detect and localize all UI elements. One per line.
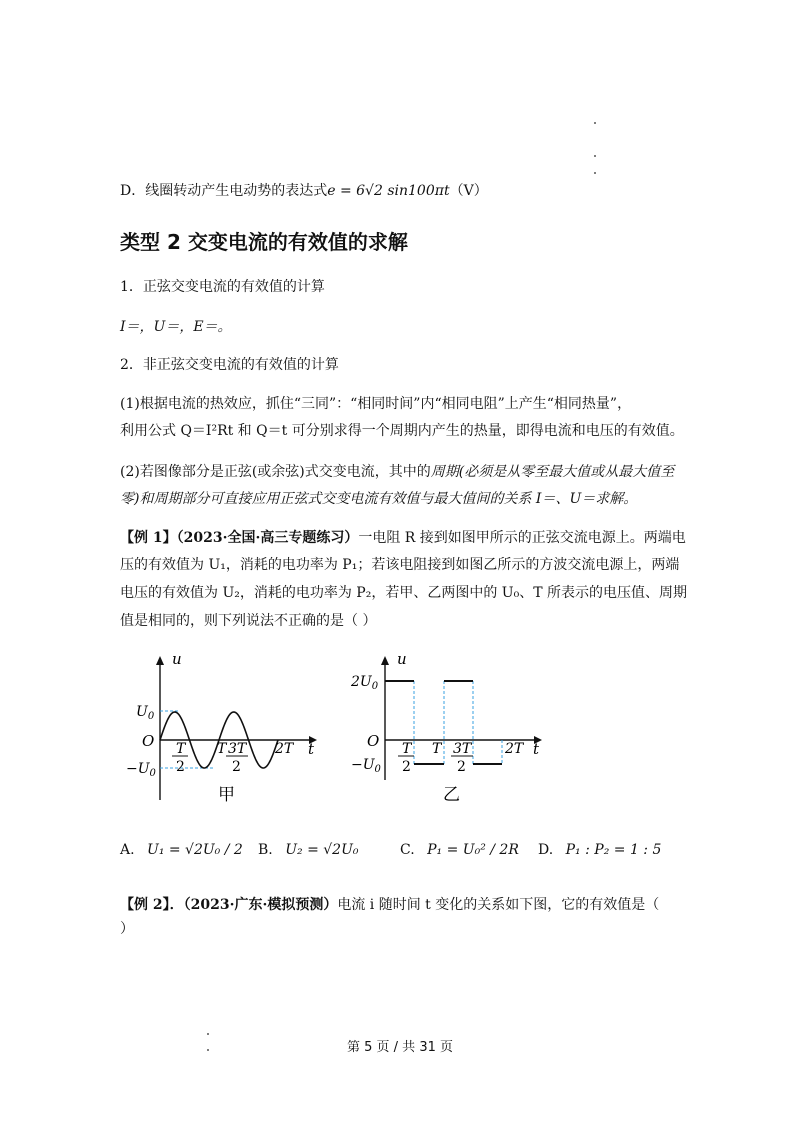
- example1-text: 一电阻 R 接到如图甲所示的正弦交流电源上。两端电: [358, 530, 686, 546]
- item2-title: 2．非正弦交变电流的有效值的计算: [120, 357, 339, 373]
- option-a-formula: U₁ = √2U₀ / 2: [147, 842, 243, 858]
- u-label: u: [172, 650, 182, 668]
- item1-formula-line: I＝，U＝，E＝。: [120, 319, 232, 335]
- option-d[interactable]: [538, 842, 661, 858]
- neg-u0-label: $-U_0$: [126, 761, 156, 779]
- origin-label: O: [367, 732, 380, 750]
- origin-label: O: [142, 732, 155, 750]
- two-u0-label: $2U_0$: [351, 674, 379, 692]
- example1-line2: 压的有效值为 U₁，消耗的电功率为 P₁；若该电阻接到如图乙所示的方波交流电源上，两端: [120, 557, 680, 573]
- neg-u0-label: $-U_0$: [351, 757, 381, 775]
- example2-line2: ）: [120, 921, 134, 937]
- option-b-formula: U₂ = √2U₀: [285, 842, 359, 858]
- example2-source: ．（2023·广东·模拟预测）: [169, 897, 338, 913]
- tick-2t: 2T: [505, 741, 524, 757]
- tick-t: T: [432, 741, 442, 757]
- option-c-label: C.: [400, 842, 415, 858]
- item1-title: 1．正弦交变电流的有效值的计算: [120, 279, 325, 295]
- example2-label: 【例 2】: [120, 897, 170, 913]
- example1-line1: [120, 528, 686, 548]
- option-b[interactable]: [258, 842, 358, 858]
- page-footer: 第 5 页 / 共 31 页: [347, 1040, 453, 1055]
- margin-dot: [594, 122, 596, 124]
- option-a[interactable]: [120, 842, 243, 858]
- example1-line3: 电压的有效值为 U₂，消耗的电功率为 P₂，若甲、乙两图中的 U₀、T 所表示的电压值、周期: [120, 585, 687, 601]
- tick-3t-den: 2: [232, 759, 241, 775]
- u-axis-arrow: [156, 656, 164, 665]
- example1-label: 【例 1】: [120, 530, 177, 546]
- tick-half-t: T: [176, 741, 186, 757]
- option-d-formula: P₁ : P₂ = 1 : 5: [565, 842, 662, 858]
- u-label: u: [397, 650, 407, 668]
- tick-3t: 3T: [228, 741, 247, 757]
- tick-t: T: [217, 741, 227, 757]
- graph-yi: [345, 650, 555, 810]
- tick-half-den: 2: [402, 759, 411, 775]
- para1-line2: 利用公式 Q＝I²Rt 和 Q＝t 可分别求得一个周期内产生的热量，即得电流和电压的有效值。: [120, 423, 684, 439]
- t-label: t: [308, 740, 315, 758]
- example2-line1: [120, 895, 659, 915]
- tick-half-den: 2: [176, 759, 185, 775]
- example1-line4: 值是相同的，则下列说法不正确的是（ ）: [120, 613, 377, 629]
- option-a-label: A.: [120, 842, 135, 858]
- tick-3t-den: 2: [457, 759, 466, 775]
- option-d-line: [120, 181, 488, 201]
- graph-jia: [120, 650, 330, 810]
- example2-text: 电流 i 随时间 t 变化的关系如下图，它的有效值是（: [337, 897, 660, 913]
- para2-italic: 周期(必须是从零至最大值或从最大值至: [430, 464, 675, 480]
- caption-yi: 乙: [443, 785, 460, 805]
- example1-source: （2023·全国·高三专题练习）: [176, 530, 359, 546]
- option-b-label: B.: [258, 842, 273, 858]
- para2-line2: 零)和周期部分可直接应用正弦式交变电流有效值与最大值间的关系 I＝、U＝求解。: [120, 491, 638, 507]
- caption-jia: 甲: [218, 785, 235, 805]
- option-c[interactable]: [400, 842, 519, 858]
- section-title: 类型 2 交变电流的有效值的求解: [120, 230, 408, 254]
- para2-text: (2)若图像部分是正弦(或余弦)式交变电流，其中的: [120, 464, 431, 480]
- tick-2t: 2T: [275, 741, 294, 757]
- tick-3t: 3T: [453, 741, 472, 757]
- u-axis-arrow: [381, 656, 389, 665]
- option-c-formula: P₁ = U₀² / 2R: [427, 842, 519, 858]
- option-d-unit: （V）: [449, 183, 488, 199]
- para1-line1: (1)根据电流的热效应，抓住“三同”：“相同时间”内“相同电阻”上产生“相同热量”，: [120, 396, 632, 412]
- para2-line1: [120, 462, 674, 482]
- margin-dot: [594, 155, 596, 157]
- t-label: t: [533, 740, 540, 758]
- tick-half-t: T: [402, 741, 412, 757]
- option-d-text: D．线圈转动产生电动势的表达式: [120, 183, 328, 199]
- margin-dot: [207, 1033, 209, 1035]
- option-d-label: D.: [538, 842, 554, 858]
- margin-dot: [594, 172, 596, 174]
- option-d-formula: e = 6√2 sin100πt: [327, 183, 450, 199]
- u0-label: $U_0$: [136, 704, 155, 722]
